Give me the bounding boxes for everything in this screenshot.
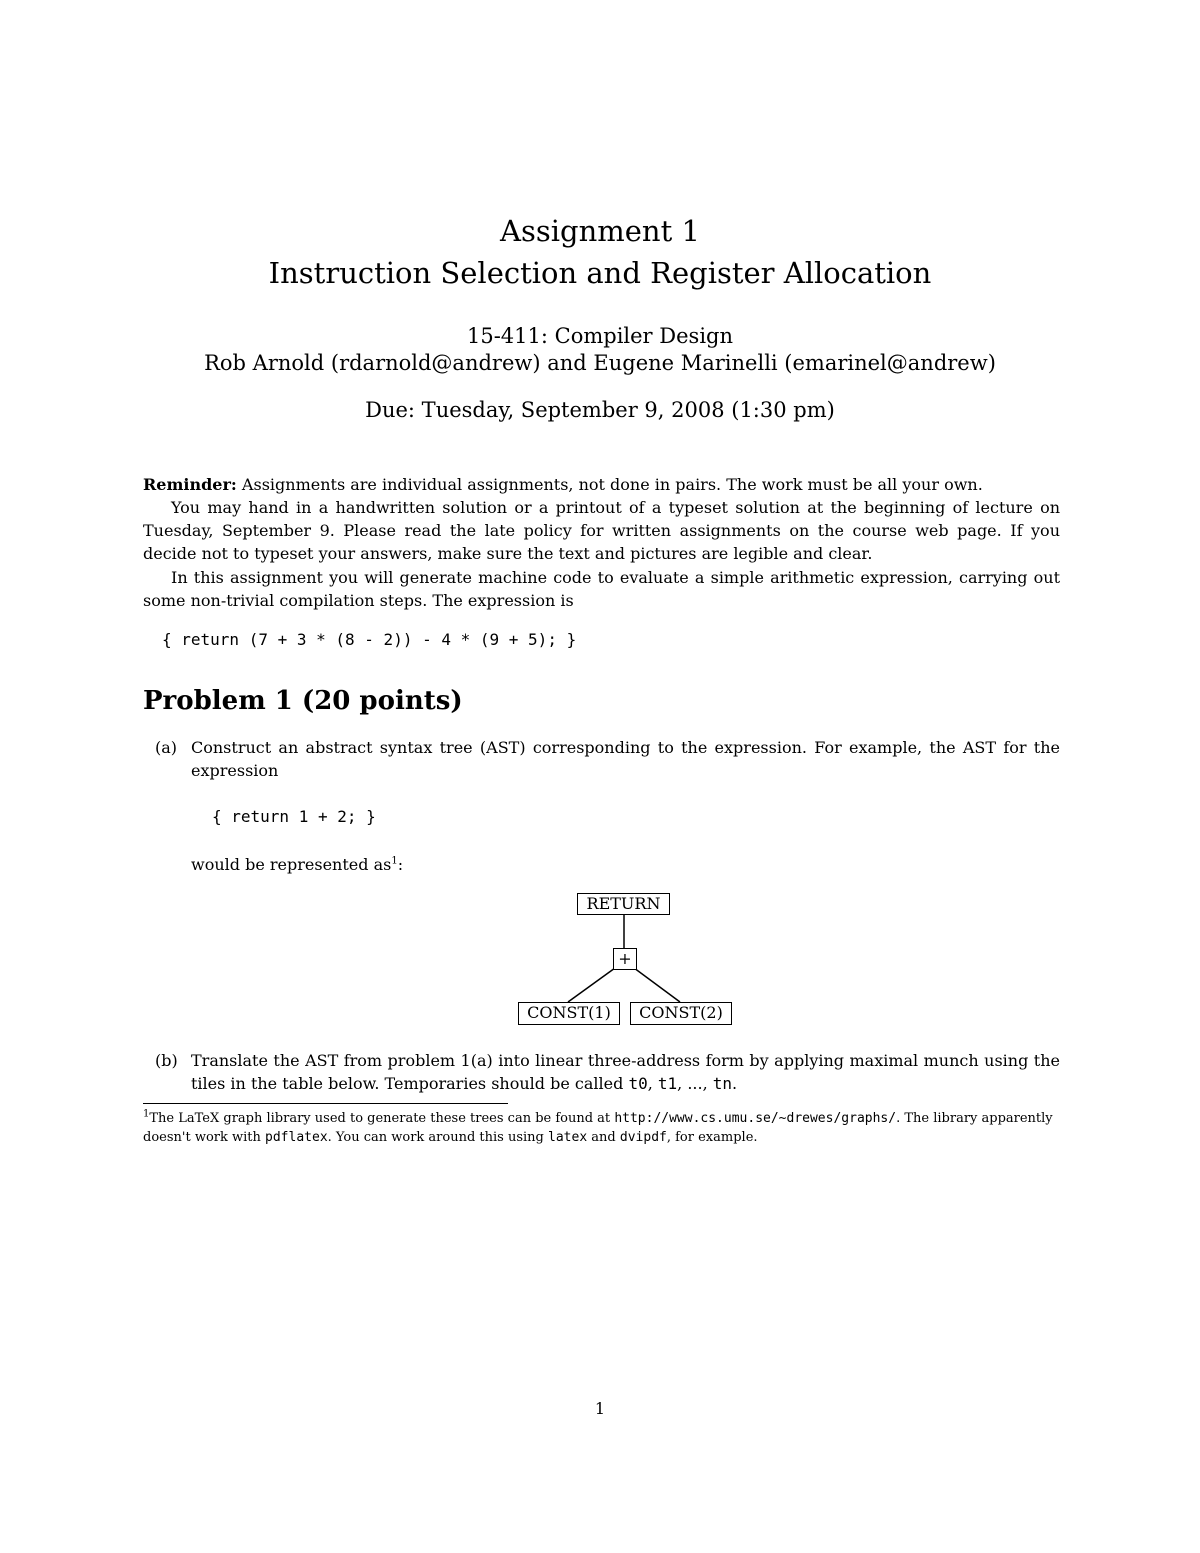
course-name: 15-411: Compiler Design (466, 324, 734, 348)
problem-1-heading: Problem 1 (20 points) (143, 686, 463, 716)
footnote-text-4: and (591, 1130, 616, 1145)
footnote-rule (143, 1103, 508, 1104)
footnote-tool-dvipdf: dvipdf (619, 1130, 667, 1145)
part-b-instructions: Translate the AST from problem 1(a) into linear three-address form by applying maximal munch using the tiles in the table below. Temporaries should be called (191, 1051, 1060, 1093)
footnote-ref: 1 (391, 855, 398, 867)
page-number: 1 (594, 1399, 606, 1418)
reminder-label: Reminder: (143, 475, 237, 494)
footnote-text-1: The LaTeX graph library used to generate these trees can be found at (149, 1111, 611, 1126)
temp-sep-2: , ..., (677, 1074, 708, 1093)
authors-line: Rob Arnold (rdarnold@andrew) and Eugene Marinelli (emarinel@andrew) (204, 351, 996, 375)
footnote-url[interactable]: http://www.cs.umu.se/~drewes/graphs/ (614, 1111, 897, 1126)
expression-code: { return (7 + 3 * (8 - 2)) - 4 * (9 + 5); } (162, 630, 577, 649)
footnote-text-2: . The library apparently doesn't work with (143, 1111, 1053, 1145)
edge-plus-right (634, 968, 680, 1002)
part-a-text: Construct an abstract syntax tree (AST) corresponding to the expression. For example, the AST for the expression (191, 738, 1060, 780)
assignment-title: Assignment 1 (500, 214, 700, 248)
footnote-mark: 1 (143, 1108, 150, 1120)
tree-node-const-2: CONST(2) (630, 1002, 732, 1025)
submission-paragraph: You may hand in a handwritten solution or a printout of a typeset solution at the beginning of lecture on Tuesday, September 9. Please read the late policy for written assignments on the course web page. If you decide not to typeset your answers, make sure the text and pictures are legible and clear. (143, 498, 1060, 563)
part-b-text (191, 1049, 1060, 1095)
part-a-label: (a) (155, 738, 178, 757)
edge-plus-left (568, 968, 615, 1002)
part-b-end: . (732, 1074, 738, 1093)
footnote-tool-pdflatex: pdflatex (265, 1130, 328, 1145)
tree-node-const-1: CONST(1) (518, 1002, 620, 1025)
reminder-text: Assignments are individual assignments, not done in pairs. The work must be all your own. (241, 475, 983, 494)
represented-as-label: would be represented as (191, 855, 392, 874)
tree-node-plus: + (613, 948, 637, 970)
footnote (143, 1109, 1060, 1147)
assignment-paragraph: In this assignment you will generate machine code to evaluate a simple arithmetic expression, carrying out some non-trivial compilation steps. The expression is (143, 568, 1060, 610)
due-date: Due: Tuesday, September 9, 2008 (1:30 pm) (365, 398, 835, 422)
temp-tn: tn (712, 1074, 733, 1093)
temp-t1: t1 (657, 1074, 678, 1093)
footnote-text-3: . You can work around this using (327, 1130, 544, 1145)
temp-t0: t0 (628, 1074, 648, 1093)
example-code: { return 1 + 2; } (212, 807, 376, 826)
footnote-text-5: , for example. (666, 1130, 758, 1145)
footnote-tool-latex: latex (548, 1130, 588, 1145)
represented-as-colon: : (397, 855, 404, 874)
part-b-label: (b) (155, 1051, 178, 1070)
tree-node-return: RETURN (577, 893, 670, 915)
temp-sep-1: , (647, 1074, 653, 1093)
assignment-subtitle: Instruction Selection and Register Allocation (268, 256, 932, 290)
